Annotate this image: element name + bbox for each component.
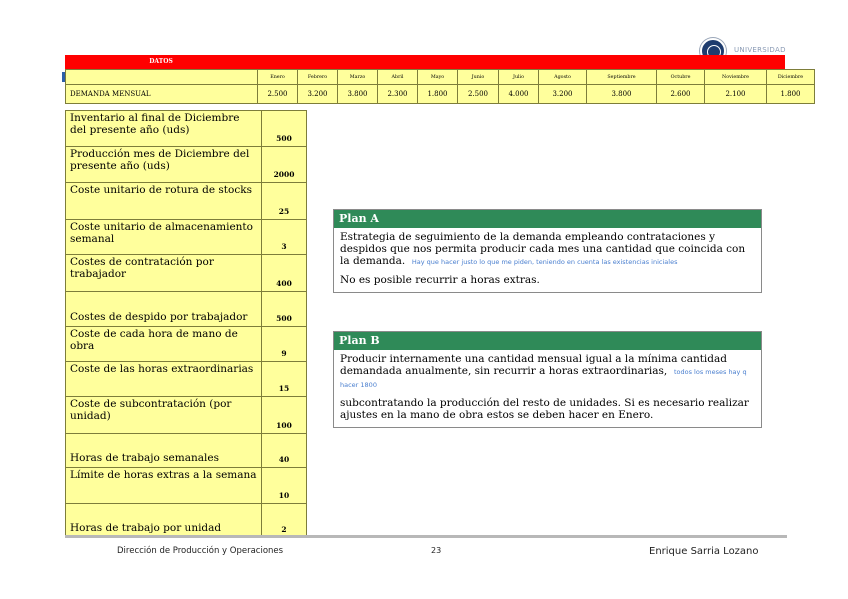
plan-b-text-extra: subcontratando la producción del resto de unidades. Si es necesario realizar ajustes en la mano de obra estos se deben hacer en Enero. [340, 397, 749, 421]
university-logo-text: UNIVERSIDAD [734, 46, 786, 54]
month-header: Diciembre [767, 70, 815, 85]
param-value: 500 [262, 292, 307, 327]
plan-a-body [334, 228, 761, 292]
month-header: Febrero [298, 70, 338, 85]
demand-value: 2.600 [657, 85, 705, 104]
plan-a-text-main: Estrategia de seguimiento de la demanda empleando contrataciones y despidos que nos permita producir cada mes una cantidad que coincida con la demanda. [340, 231, 746, 267]
param-value: 2 [262, 504, 307, 538]
param-row [66, 397, 307, 434]
demand-value: 2.500 [258, 85, 298, 104]
plan-b-note: todos los meses hay q hacer 1800 [340, 368, 747, 389]
param-label: Límite de horas extras a la semana [66, 468, 262, 504]
footer-page-number: 23 [431, 546, 442, 555]
demand-value: 3.800 [338, 85, 378, 104]
months-row [66, 70, 815, 85]
param-row [66, 183, 307, 220]
param-label: Inventario al final de Diciembre del presente año (uds) [66, 111, 262, 147]
datos-header-bar [65, 55, 785, 69]
month-header: Enero [258, 70, 298, 85]
demand-value: 3.200 [298, 85, 338, 104]
param-label: Producción mes de Diciembre del presente año (uds) [66, 147, 262, 183]
plan-a-text [340, 231, 755, 268]
plan-a-box [333, 209, 762, 293]
month-header: Julio [499, 70, 539, 85]
param-label: Coste de las horas extraordinarias [66, 362, 262, 397]
param-value: 500 [262, 111, 307, 147]
demand-row [66, 85, 815, 104]
param-label: Horas de trabajo semanales [66, 434, 262, 468]
param-label: Coste unitario de rotura de stocks [66, 183, 262, 220]
plan-b-body [334, 350, 761, 427]
demand-value: 2.100 [705, 85, 767, 104]
param-value: 2000 [262, 147, 307, 183]
param-label: Costes de contratación por trabajador [66, 255, 262, 292]
demand-value: 2.300 [378, 85, 418, 104]
param-row [66, 468, 307, 504]
param-label: Horas de trabajo por unidad [66, 504, 262, 538]
param-row [66, 362, 307, 397]
plan-b-box [333, 331, 762, 428]
month-header: Agosto [539, 70, 587, 85]
demand-value: 1.800 [767, 85, 815, 104]
param-row [66, 147, 307, 183]
demand-table [65, 69, 815, 104]
param-value: 15 [262, 362, 307, 397]
param-label: Coste unitario de almacenamiento semanal [66, 220, 262, 255]
demand-value: 3.800 [587, 85, 657, 104]
param-row [66, 111, 307, 147]
param-row [66, 434, 307, 468]
plan-a-text-extra: No es posible recurrir a horas extras. [340, 274, 540, 286]
demand-value: 1.800 [418, 85, 458, 104]
datos-title: DATOS [149, 58, 173, 65]
param-value: 10 [262, 468, 307, 504]
param-row [66, 220, 307, 255]
plan-b-text [340, 353, 755, 391]
param-value: 40 [262, 434, 307, 468]
param-value: 100 [262, 397, 307, 434]
param-value: 400 [262, 255, 307, 292]
plan-b-text-main: Producir internamente una cantidad mensual igual a la mínima cantidad demandada anualmente, sin recurrir a horas extraordinarias, [340, 353, 727, 377]
month-header: Noviembre [705, 70, 767, 85]
month-header: Abril [378, 70, 418, 85]
demand-value: 4.000 [499, 85, 539, 104]
footer-course: Dirección de Producción y Operaciones [117, 546, 284, 556]
param-label: Coste de cada hora de mano de obra [66, 327, 262, 362]
param-row [66, 292, 307, 327]
param-value: 9 [262, 327, 307, 362]
footer-divider [65, 535, 787, 538]
month-header: Mayo [418, 70, 458, 85]
param-label: Costes de despido por trabajador [66, 292, 262, 327]
param-label: Coste de subcontratación (por unidad) [66, 397, 262, 434]
param-value: 25 [262, 183, 307, 220]
param-row [66, 504, 307, 538]
month-header: Octubre [657, 70, 705, 85]
months-row-corner [66, 70, 258, 85]
plan-a-note: Hay que hacer justo lo que me piden, teniendo en cuenta las existencias iniciales [411, 258, 678, 266]
footer-author: Enrique Sarria Lozano [649, 546, 759, 557]
plan-a-title: Plan A [334, 210, 761, 228]
param-row [66, 255, 307, 292]
demand-value: 2.500 [458, 85, 499, 104]
param-row [66, 327, 307, 362]
plan-b-title: Plan B [334, 332, 761, 350]
month-header: Junio [458, 70, 499, 85]
month-header: Marzo [338, 70, 378, 85]
month-header: Septiembre [587, 70, 657, 85]
param-value: 3 [262, 220, 307, 255]
demand-label: DEMANDA MENSUAL [66, 85, 258, 104]
parameters-table [65, 110, 307, 538]
demand-value: 3.200 [539, 85, 587, 104]
